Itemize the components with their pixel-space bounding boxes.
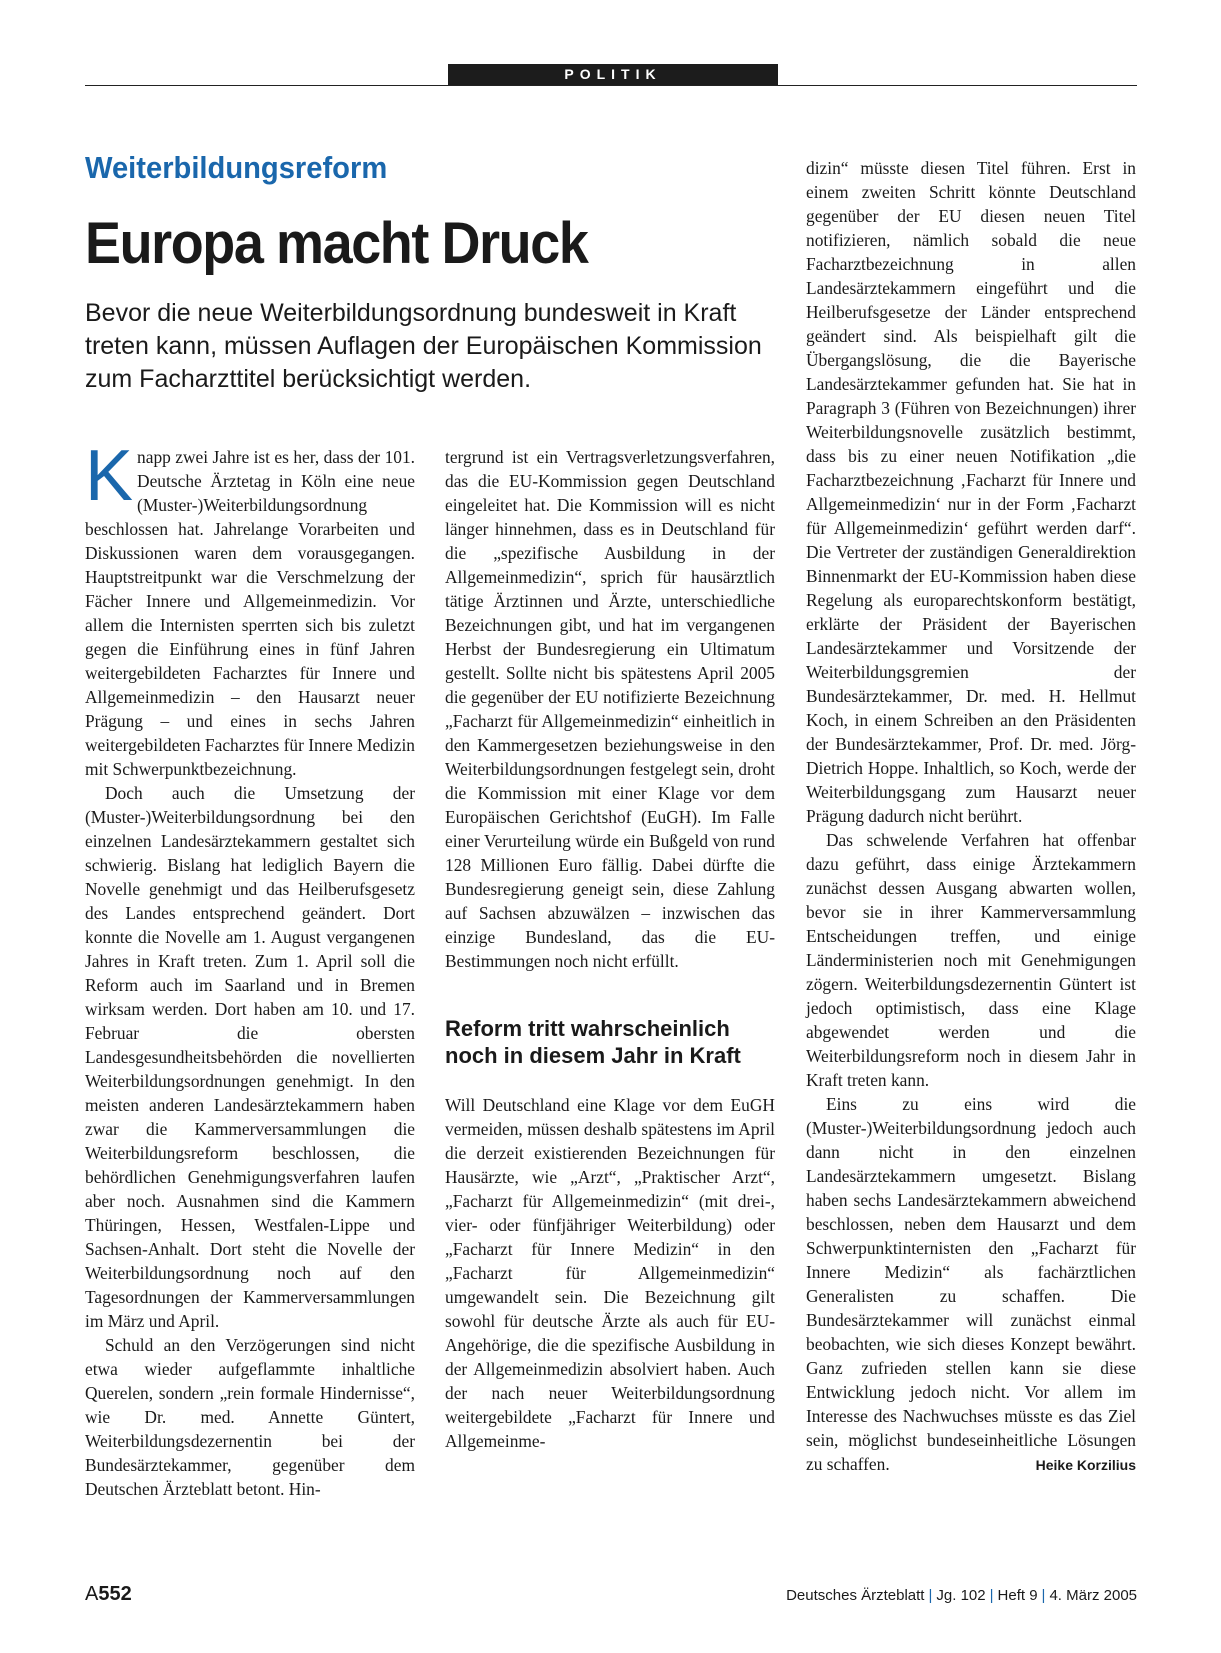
paragraph: Knapp zwei Jahre ist es her, dass der 101. Deutsche Ärztetag in Köln eine neue (Muster-)Weiterbildungsordnung beschlossen hat. Jahrelange Vorarbeiten und Diskussionen waren dem vorausgegangen. Hauptstreitpunkt war die Verschmelzung der Fächer Innere und Allgemeinmedizin. Vor allem die Internisten sperrten sich bis zuletzt gegen die Einführung eines in fünf Jahren weitergebildeten Facharztes für Innere und Allgemeinmedizin – den Hausarzt neuer Prägung – und eines in sechs Jahren weitergebildeten Facharztes für Innere Medizin mit Schwerpunktbezeichnung. [85,436,415,779]
text-column-3 [806,156,1136,1476]
article-headline: Europa macht Druck [85,211,588,276]
drop-cap: K [85,436,134,516]
article-lead: Bevor die neue Weiterbildungsordnung bundesweit in Kraft treten kann, müssen Auflagen der Europäischen Kommission zum Facharzttitel berücksichtigt werden. [85,299,762,393]
paragraph: tergrund ist ein Vertragsverletzungsverfahren, das die EU-Kommission gegen Deutschland eingeleitet hat. Die Kommission will es nicht länger hinnehmen, dass es in Deutschland für die „spezifische Ausbildung in der Allgemeinmedizin“, sprich für hausärztlich tätige Ärztinnen und Ärzte, unterschiedliche Bezeichnungen gibt, und hat im vergangenen Herbst der Bundesregierung ein Ultimatum gestellt. Sollte nicht bis spätestens April 2005 die gegenüber der EU notifizierte Bezeichnung „Facharzt für Allgemeinmedizin“ einheitlich in den Kammergesetzen beziehungsweise in den Weiterbildungsordnungen festgelegt sein, droht die Kommission mit einer Klage vor dem Europäischen Gerichtshof (EuGH). Im Falle einer Verurteilung würde ein Bußgeld von rund 128 Millionen Euro fällig. Dabei dürfte die Bundesregierung geneigt sein, diese Zahlung auf Sachsen abzuwälzen – inzwischen das einzige Bundesland, das die EU-Bestimmungen noch nicht erfüllt. [445,447,775,971]
journal-name: Deutsches Ärzteblatt [786,1587,925,1604]
top-rule [85,85,1137,86]
author-name: Heike Korzilius [1035,1457,1136,1473]
text-column-1 [85,436,415,1501]
paragraph: Eins zu eins wird die (Muster-)Weiterbildungsordnung jedoch auch dann nicht in den einzelnen Landesärztekammern umgesetzt. Bislang haben sechs Landesärztekammern abweichend beschlossen, neben dem Hausarzt und dem Schwerpunktinternisten den „Facharzt für Innere Medizin“ als fachärztlichen Generalisten zu schaffen. Die Bundesärztekammer will zunächst einmal beobachten, wie sich dieses Konzept bewährt. Ganz zufrieden stellen kann sie diese Entwicklung jedoch nicht. Vor allem im Interesse des Nachwuchses müsste es das Ziel sein, möglichst bundeseinheitliche Lösungen zu schaffen. Heike Korzilius [806,1094,1136,1474]
paragraph: Das schwelende Verfahren hat offenbar dazu geführt, dass einige Ärztekammern zunächst dessen Ausgang abwarten wollen, bevor sie in ihrer Kammerversammlung Entscheidungen treffen, und einige Länderministerien noch mit Genehmigungen zögern. Weiterbildungsdezernentin Güntert ist jedoch optimistisch, dass eine Klage abgewendet werden und die Weiterbildungsreform noch in diesem Jahr in Kraft treten kann. [806,830,1136,1090]
article-kicker: Weiterbildungsreform [85,150,388,185]
journal-info: Deutsches Ärzteblatt | Jg. 102 | Heft 9 | 4. März 2005 [786,1587,1137,1604]
journal-date: 4. März 2005 [1049,1587,1137,1604]
journal-issue: Heft 9 [997,1587,1038,1604]
paragraph: Schuld an den Verzögerungen sind nicht etwa wieder aufgeflammte inhaltliche Querelen, sondern „rein formale Hindernisse“, wie Dr. med. Annette Güntert, Weiterbildungsdezernentin bei der Bundesärztekammer, gegenüber dem Deutschen Ärzteblatt betont. Hin- [85,1335,415,1499]
section-label: POLITIK [448,64,778,85]
paragraph: Doch auch die Umsetzung der (Muster-)Weiterbildungsordnung bei den einzelnen Landesärztekammern gestaltet sich schwierig. Bislang hat lediglich Bayern die Novelle genehmigt und das Heilberufsgesetz des Landes entsprechend geändert. Dort konnte die Novelle am 1. August vergangenen Jahres in Kraft treten. Zum 1. April soll die Reform auch im Saarland und in Bremen wirksam werden. Dort haben am 10. und 17. Februar die obersten Landesgesundheitsbehörden die novellierten Weiterbildungsordnungen genehmigt. In den meisten anderen Landesärztekammern haben zwar die Kammerversammlungen die Weiterbildungsreform beschlossen, die behördlichen Genehmigungsverfahren laufen aber noch. Ausnahmen sind die Kammern Thüringen, Hessen, Westfalen-Lippe und Sachsen-Anhalt. Dort steht die Novelle der Weiterbildungsordnung noch auf den Tagesordnungen der Kammerversammlungen im März und April. [85,783,415,1331]
paragraph: Will Deutschland eine Klage vor dem EuGH vermeiden, müssen deshalb spätestens im April die derzeit existierenden Bezeichnungen für Hausärzte, wie „Arzt“, „Praktischer Arzt“, „Facharzt für Allgemeinmedizin“ (mit drei-, vier- oder fünfjähriger Weiterbildung) oder „Facharzt für Innere Medizin“ in den „Facharzt für Allgemeinmedizin“ umgewandelt sein. Die Bezeichnung gilt sowohl für deutsche Ärzte als auch für EU-Angehörige, die die spezifische Ausbildung in der Allgemeinmedizin absolviert haben. Auch der nach neuer Weiterbildungsordnung weitergebildete „Facharzt für Innere und Allgemeinme- [445,1095,775,1451]
text-column-2 [445,445,775,1453]
paragraph: dizin“ müsste diesen Titel führen. Erst in einem zweiten Schritt könnte Deutschland gegenüber der EU diesen neuen Titel notifizieren, nämlich sobald die neue Facharztbezeichnung in allen Landesärztekammern eingeführt und die Heilberufsgesetze der Länder entsprechend geändert sind. Als beispielhaft gilt die Übergangslösung, die die Bayerische Landesärztekammer gefunden hat. Sie hat in Paragraph 3 (Führen von Bezeichnungen) ihrer Weiterbildungsnovelle zusätzlich bestimmt, dass bis zu einer neuen Notifikation „die Facharztbezeichnung ‚Facharzt für Innere und Allgemeinmedizin‘ nur in der Form ‚Facharzt für Allgemeinmedizin‘ geführt werden darf“. Die Vertreter der zuständigen Generaldirektion Binnenmarkt der EU-Kommission haben diese Regelung als europarechtskonform bestätigt, erklärte der Präsident der Bayerischen Landesärztekammer und Vorsitzende der Weiterbildungsgremien der Bundesärztekammer, Dr. med. H. Hellmut Koch, in einem Schreiben an den Präsidenten der Bundesärztekammer, Prof. Dr. med. Jörg-Dietrich Hoppe. Inhaltlich, so Koch, werde der Weiterbildungsgang zum Hausarzt neuer Prägung dadurch nicht berührt. [806,158,1136,826]
article-subheading: Reform tritt wahrscheinlich noch in diesem Jahr in Kraft [445,1016,741,1068]
journal-volume: Jg. 102 [936,1587,986,1604]
page-number: A552 [85,1583,132,1605]
